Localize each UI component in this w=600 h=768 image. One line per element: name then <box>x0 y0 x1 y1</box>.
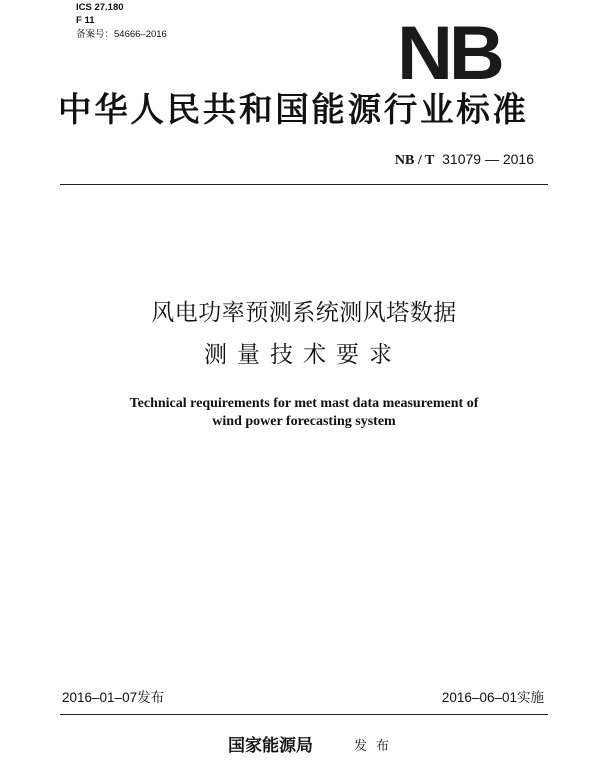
title-zh-line2: 测量技术要求 <box>204 342 402 368</box>
title-zh-line1: 风电功率预测系统测风塔数据 <box>151 300 457 326</box>
bottom-divider <box>60 714 548 715</box>
standard-category-heading: 中华人民共和国能源行业标准 <box>58 90 529 129</box>
publish-label: 发布 <box>354 739 399 754</box>
standard-number-prefix: NB / T <box>394 153 435 168</box>
publisher-name: 国家能源局 <box>228 736 313 756</box>
nb-logo: NB <box>396 11 501 96</box>
implementation-date: 2016–06–01实施 <box>441 690 544 705</box>
title-en-line2: wind power forecasting system <box>212 414 396 429</box>
title-en-line1: Technical requirements for met mast data measurement of <box>129 396 479 411</box>
issue-date: 2016–01–07发布 <box>62 690 165 705</box>
standard-number <box>395 150 534 170</box>
classification-code: F 11 <box>76 15 95 26</box>
filing-number: 备案号：54666–2016 <box>76 29 167 40</box>
top-divider <box>60 184 548 185</box>
standard-number-value: 31079 — 2016 <box>442 151 534 167</box>
ics-code: ICS 27.180 <box>76 2 124 13</box>
